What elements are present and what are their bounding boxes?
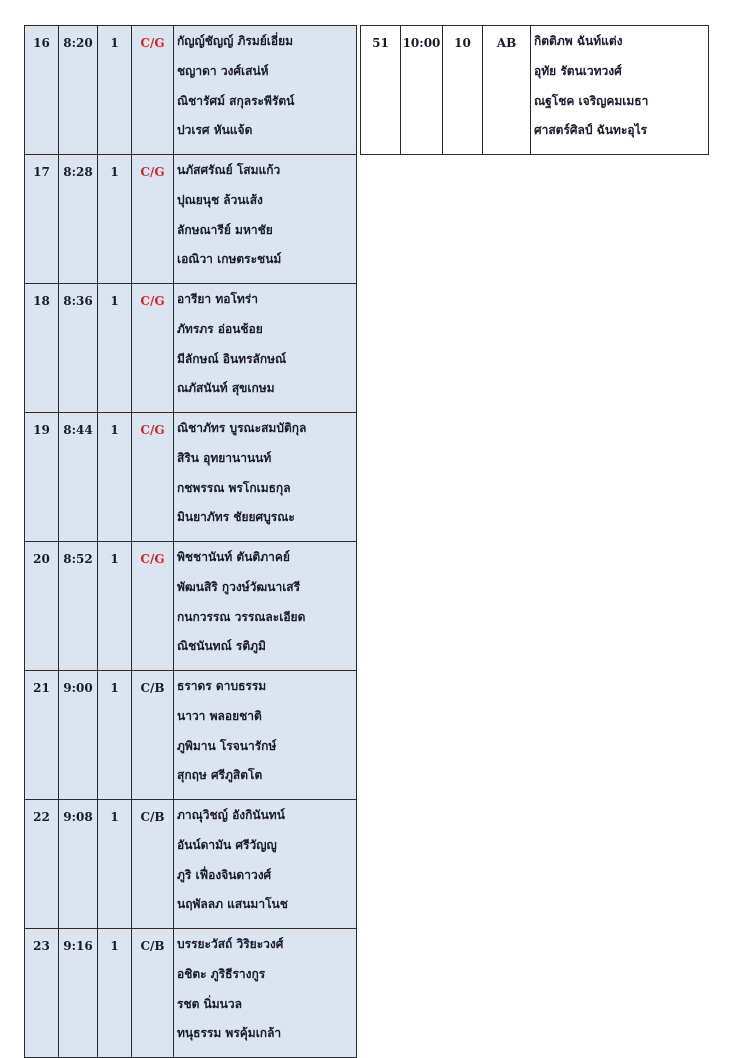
player-name: นาวา พลอยชาติ [177,708,262,723]
player-names [174,929,357,1058]
schedule-row [361,26,709,155]
tee-time: 8:28 [59,155,98,284]
player-name: สุกฤษ ศรีภูสิตโต [177,768,263,783]
player-names [174,671,357,800]
flight-number: 16 [25,26,59,155]
player-name: สิริน อุทยานานนท์ [177,450,272,465]
player-name: อารียา ทอโทร่า [177,292,258,306]
player-name: ปวเรศ หันแจ้ด [177,123,253,138]
player-names [531,26,709,155]
category: C/G [132,26,174,155]
player-name: กัญญ์ชัญญ์ ภิรมย์เอี่ยม [177,34,294,48]
tee-number: 1 [98,929,132,1058]
schedule-row [25,542,357,671]
player-name: บรรยะวัสถ์ วิริยะวงศ์ [177,937,284,951]
player-name: มีลักษณ์ อินทรลักษณ์ [177,351,287,366]
flight-number: 21 [25,671,59,800]
schedule-row [25,284,357,413]
flight-number: 20 [25,542,59,671]
player-name: ภูริ เฟื่องจินดาวงศ์ [177,867,272,882]
player-name: ณิชาภัทร บูรณะสมบัติกุล [177,421,307,435]
player-name: ภาณุวิชญ์ อังกินันทน์ [177,808,285,822]
player-name: ภัทรภร อ่อนช้อย [177,321,263,336]
tee-number: 1 [98,155,132,284]
tee-time: 8:52 [59,542,98,671]
player-name: ทนุธรรม พรคุ้มเกล้า [177,1026,282,1041]
player-name: ปุณยนุช ล้วนเส้ง [177,192,263,207]
player-name: กชพรรณ พรโกเมธกุล [177,480,291,495]
tee-number: 1 [98,542,132,671]
tee-number: 1 [98,800,132,929]
tee-number: 1 [98,671,132,800]
schedule-row [25,800,357,929]
player-name: อันน์ดามัน ศรีวัญญู [177,837,277,852]
tee-time: 8:44 [59,413,98,542]
player-names [174,413,357,542]
flight-number: 23 [25,929,59,1058]
flight-number: 19 [25,413,59,542]
category: C/B [132,800,174,929]
player-names [174,284,357,413]
tee-number: 1 [98,26,132,155]
tee-number: 1 [98,284,132,413]
player-name: มินยาภัทร ชัยยศบูรณะ [177,510,295,525]
player-name: ธราดร ดาบธรรม [177,679,267,693]
category: C/G [132,542,174,671]
category: C/B [132,929,174,1058]
player-names [174,800,357,929]
player-names [174,542,357,671]
player-name: ลักษณารีย์ มหาชัย [177,222,273,237]
tee-time: 8:36 [59,284,98,413]
player-name: ณิชารัศม์ สกุลระพีรัตน์ [177,93,295,108]
player-names [174,26,357,155]
player-name: กนกวรรณ วรรณละเอียด [177,609,306,624]
player-name: กิตติภพ ฉันท์แต่ง [534,34,623,48]
player-names [174,155,357,284]
player-name: ณฐโชค เจริญคมเมธา [534,93,649,108]
flight-number: 51 [361,26,401,155]
player-name: พัฒนสิริ กูวงษ์วัฒนาเสรี [177,579,301,594]
player-name: ศาสตร์ศิลป์ ฉันทะอุไร [534,123,648,138]
player-name: ณิชนันทณ์ รติภูมิ [177,639,266,654]
schedule-row [25,929,357,1058]
left-schedule-table [24,25,357,1058]
schedule-row [25,155,357,284]
player-name: นฤพัลลภ แสนมาโนช [177,897,288,912]
player-name: เอณิวา เกษตระชนม์ [177,252,282,267]
category: C/B [132,671,174,800]
category: C/G [132,155,174,284]
tee-time: 8:20 [59,26,98,155]
player-name: อุทัย รัตนเวทวงศ์ [534,63,622,78]
tee-time: 9:16 [59,929,98,1058]
player-name: พิชชานันท์ ตันติภาคย์ [177,550,290,564]
category: C/G [132,284,174,413]
flight-number: 18 [25,284,59,413]
right-schedule-table [360,25,709,155]
left-schedule-body [25,26,357,1058]
category: AB [483,26,531,155]
tee-time: 9:00 [59,671,98,800]
schedule-row [25,413,357,542]
right-schedule-body [361,26,709,155]
schedule-row [25,26,357,155]
flight-number: 22 [25,800,59,929]
tee-time: 9:08 [59,800,98,929]
player-name: นภัสศรัณย์ โสมแก้ว [177,163,281,177]
player-name: ภูพิมาน โรจนารักษ์ [177,738,277,753]
player-name: ชญาดา วงศ์เสน่ห์ [177,63,269,78]
player-name: ณภัสนันท์ สุขเกษม [177,381,275,396]
player-name: อชิตะ ภูริธีรางกูร [177,966,266,981]
player-name: รชต นิ่มนวล [177,996,242,1011]
flight-number: 17 [25,155,59,284]
tee-time: 10:00 [401,26,443,155]
schedule-row [25,671,357,800]
tee-number: 1 [98,413,132,542]
category: C/G [132,413,174,542]
tee-number: 10 [443,26,483,155]
